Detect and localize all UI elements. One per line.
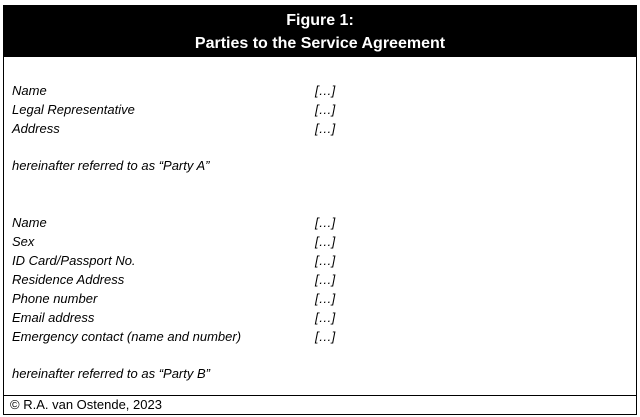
party-b-phone-label: Phone number [12,291,98,306]
party-b-residence-row [12,270,612,289]
party-b-sex-value: […] [315,234,336,249]
party-a-name-value: […] [315,83,336,98]
figure-header [4,6,636,57]
party-b-phone-row [12,289,612,308]
party-a-note: hereinafter referred to as “Party A” [12,158,210,173]
party-b-residence-value: […] [315,272,336,287]
party-b-emergency-value: […] [315,329,336,344]
copyright-footer: © R.A. van Ostende, 2023 [4,395,636,414]
party-b-emergency-row [12,327,612,346]
party-b-emergency-label: Emergency contact (name and number) [12,329,242,344]
figure-box [3,5,637,415]
party-b-residence-label: Residence Address [12,272,125,287]
party-b-sex-row [12,232,612,251]
party-b-email-row [12,308,612,327]
party-b-name-label: Name [12,215,47,230]
party-a-address-label: Address [12,121,60,136]
party-b-sex-label: Sex [12,234,35,249]
party-b-name-value: […] [315,215,336,230]
party-a-legal-rep-label: Legal Representative [12,102,135,117]
party-a-address-value: […] [315,121,336,136]
party-b-id-row [12,251,612,270]
party-b-name-row [12,213,612,232]
figure-title: Parties to the Service Agreement [194,35,446,52]
party-a-name-label: Name [12,83,47,98]
party-a-legal-rep-value: […] [315,102,336,117]
party-b-id-label: ID Card/Passport No. [12,253,136,268]
party-a-address-row [12,119,612,138]
party-b-email-label: Email address [12,310,95,325]
figure-body [4,57,636,395]
party-b-note: hereinafter referred to as “Party B” [12,366,210,381]
figure-number: Figure 1: [286,12,354,29]
party-a-name-row [12,81,612,100]
party-a-legal-rep-row [12,100,612,119]
party-b-phone-value: […] [315,291,336,306]
party-b-id-value: […] [315,253,336,268]
party-b-email-value: […] [315,310,336,325]
